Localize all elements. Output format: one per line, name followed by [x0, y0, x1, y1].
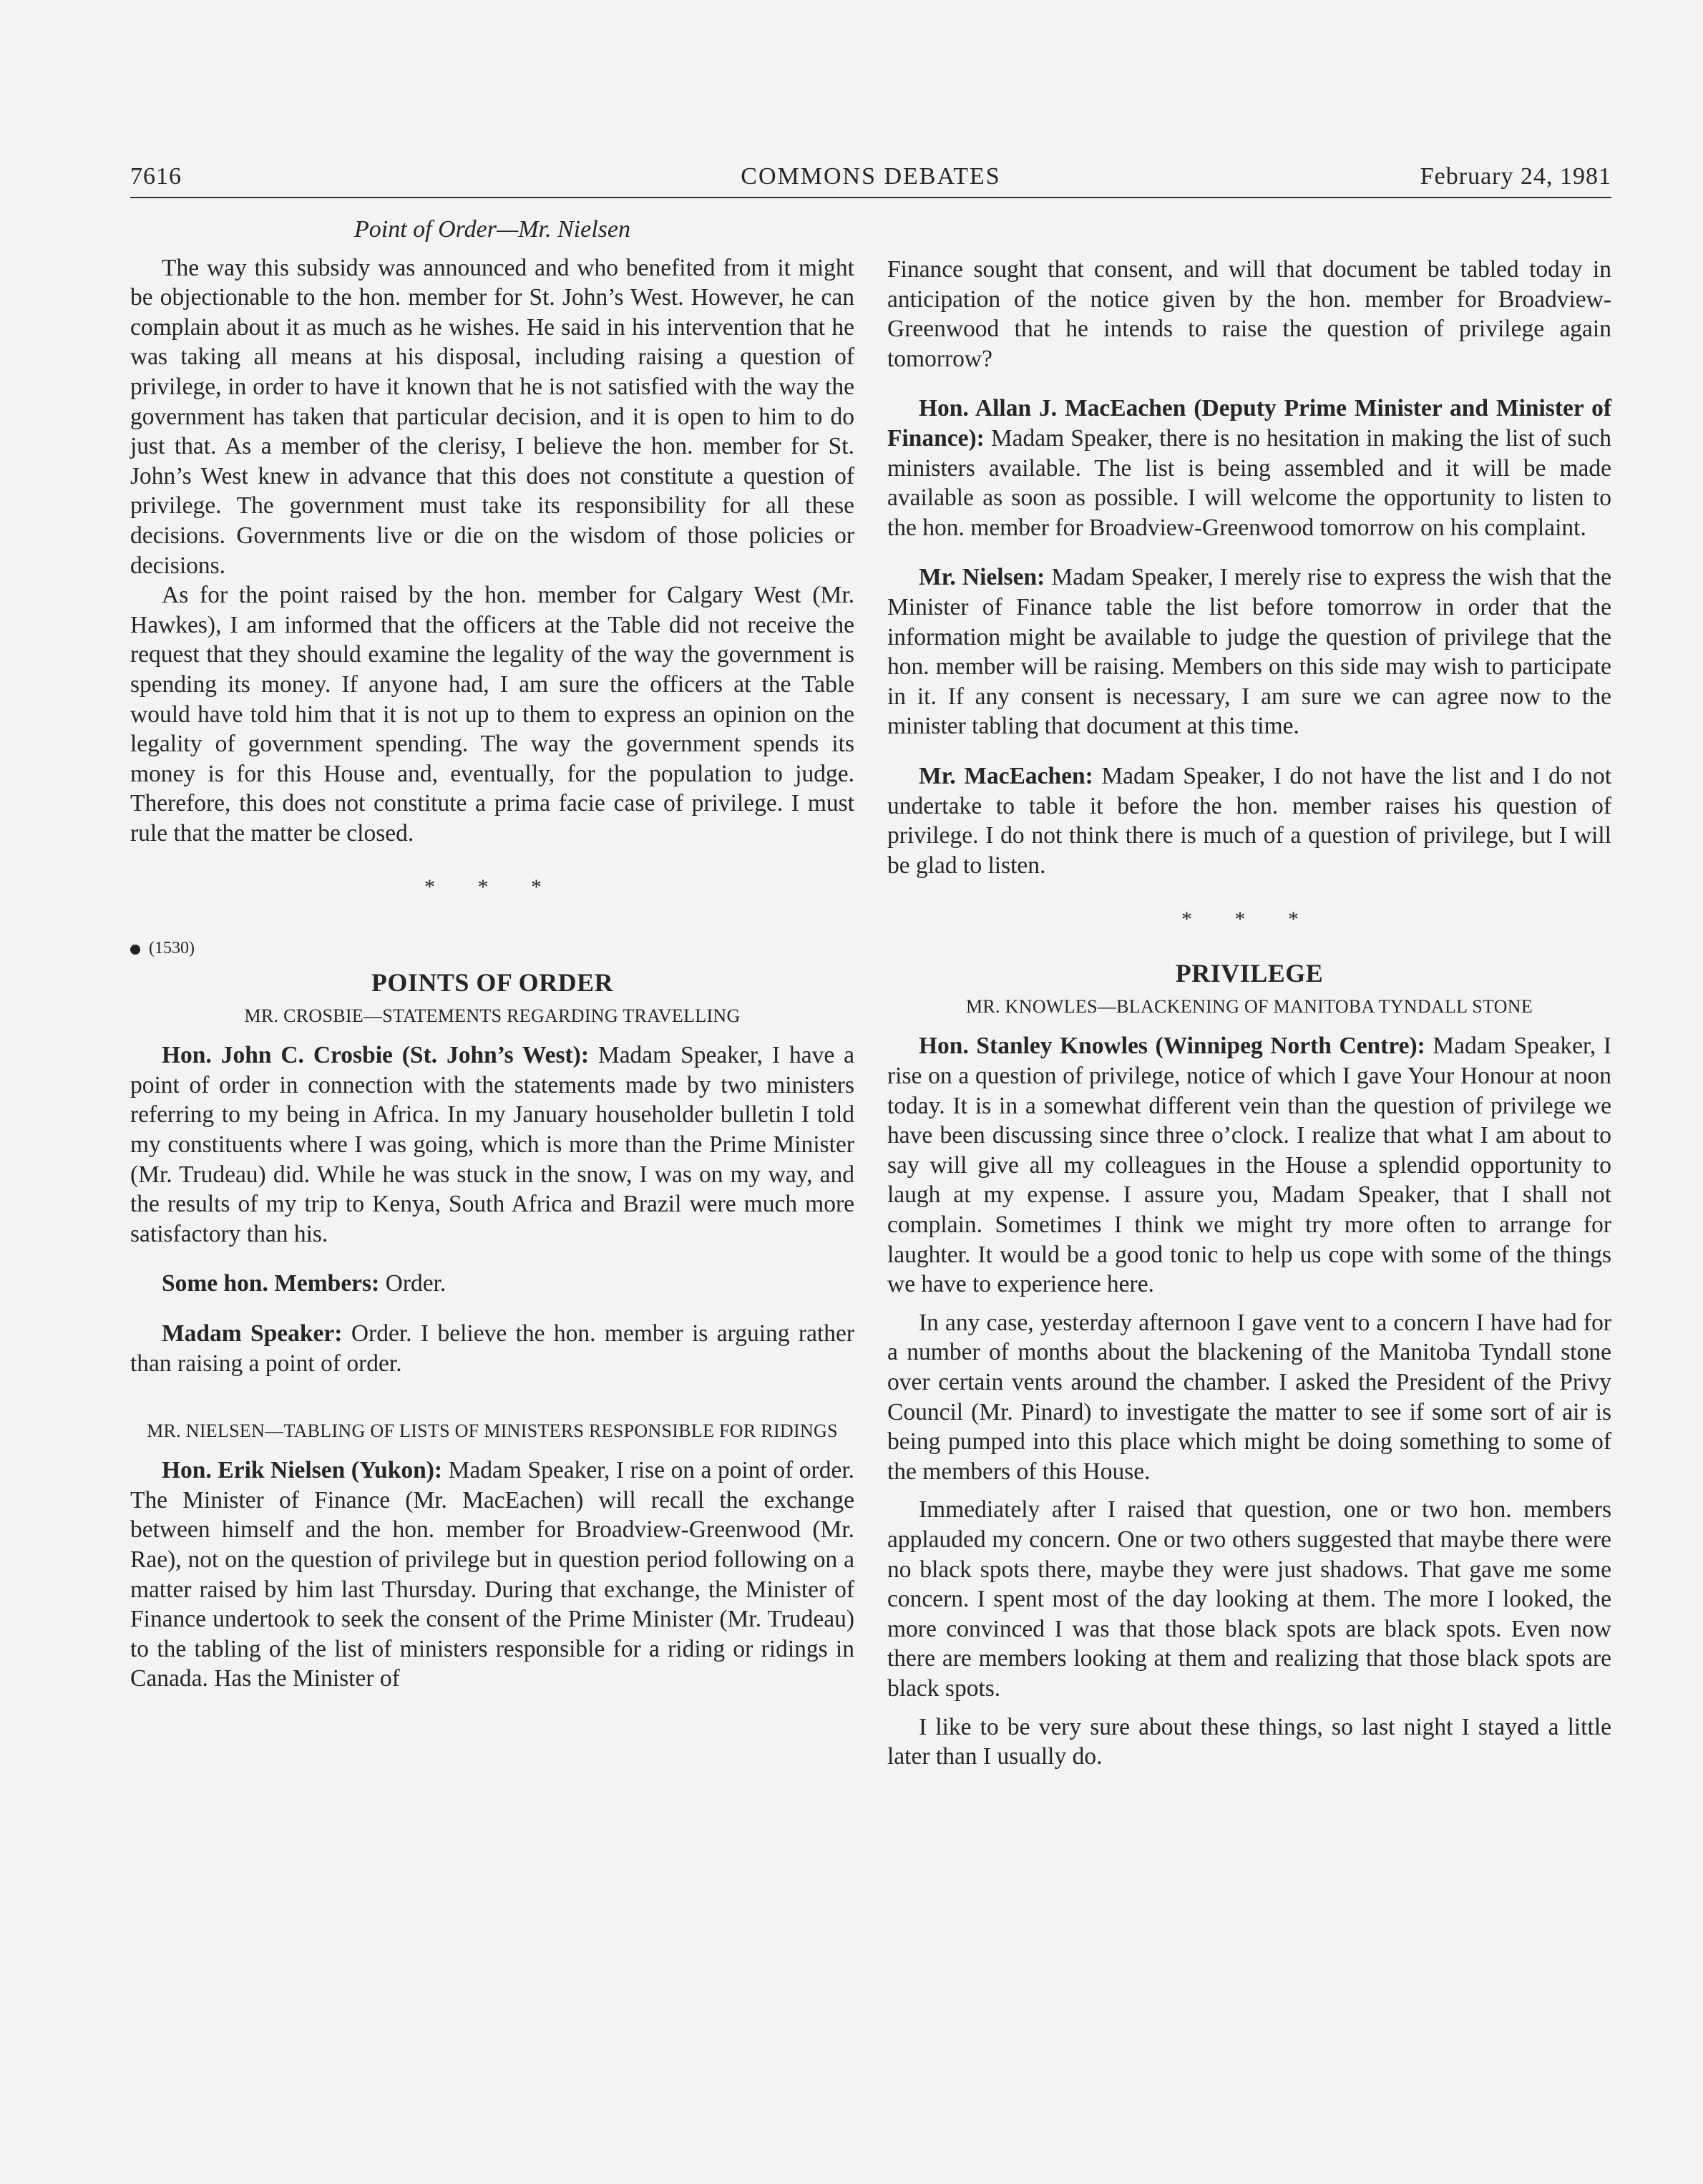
time-marker-text: (1530): [149, 939, 195, 958]
speech: [887, 1031, 1611, 1299]
speech: [130, 1269, 854, 1299]
speech-text: Madam Speaker, I merely rise to express the wish that the Minister of Finance table the list before tomorrow in order that the information might be available to judge the question of privilege that the hon. member will be raising. Members on this side may wish to participate in it. If any consent is necessary, I am sure we can agree now to the minister tabling that document at this time.: [887, 564, 1611, 740]
section-heading: POINTS OF ORDER: [371, 967, 614, 997]
paragraph: In any case, yesterday afternoon I gave vent to a concern I have had for a number of months about the blackening of the Manitoba Tyndall stone over certain vents around the chamber. I asked the President of the Privy Council (Mr. Pinard) to investigate the matter to see if some sort of air is being pumped into this place which might be doing something to some of the members of this House.: [887, 1309, 1611, 1485]
subheading: MR. NIELSEN—TABLING OF LISTS OF MINISTERS RESPONSIBLE FOR RIDINGS: [147, 1420, 838, 1442]
speech: [130, 1040, 854, 1249]
speaker-name: Some hon. Members:: [162, 1270, 380, 1297]
left-column: [130, 215, 854, 1694]
section-heading: PRIVILEGE: [1175, 958, 1324, 988]
speech-text: Madam Speaker, I do not have the list and I do not undertake to table it before the hon. member raises his question of privilege. I do not think there is much of a question of privilege, but I will be glad to listen.: [887, 762, 1612, 879]
subheading: MR. KNOWLES—BLACKENING OF MANITOBA TYNDALL STONE: [966, 996, 1533, 1018]
subheading: MR. CROSBIE—STATEMENTS REGARDING TRAVELLING: [244, 1005, 741, 1027]
speech: [130, 1456, 854, 1694]
bullet-icon: [130, 945, 140, 955]
section-separator: * * *: [1181, 907, 1317, 932]
paragraph: As for the point raised by the hon. member for Calgary West (Mr. Hawkes), I am informed that the officers at the Table did not receive the request that they should examine the legality of the way the government is spending its money. If anyone had, I am sure the officers at the Table would have told him that it is not up to them to express an opinion on the legality of government spending. The way the government spends its money is for this House and, eventually, for the population to judge. Therefore, this does not constitute a prima facie case of privilege. I must rule that the matter be closed.: [130, 582, 854, 847]
speech: [887, 562, 1611, 741]
speaker-name: Hon. Allan J. MacEachen (Deputy Prime Minister and Minister of Finance):: [887, 395, 1611, 452]
paragraph: Finance sought that consent, and will that document be tabled today in anticipation of the notice given by the hon. member for Broadview-Greenwood that he intends to raise the question of privilege again tomorrow?: [887, 256, 1611, 372]
speech: [887, 761, 1611, 880]
publication-title: COMMONS DEBATES: [741, 163, 1001, 190]
speech-text: Madam Speaker, I rise on a question of privilege, notice of which I gave Your Honour at noon today. It is in a somewhat different vein than the question of privilege we have been discussing since three o’clock. I realize that what I am about to say will give all my colleagues in the House a splendid opportunity to laugh at my expense. I assure you, Madam Speaker, that I shall not complain. Sometimes I think we might try more often to arrange for laughter. It would be a good tonic to help us cope with some of the things we have to experience here.: [887, 1033, 1611, 1298]
time-marker: [130, 934, 854, 964]
speech-text: Madam Speaker, I have a point of order in connection with the statements made by two ministers referring to my being in Africa. In my January householder bulletin I told my constituents where I was going, which is more than the Prime Minister (Mr. Trudeau) did. While he was stuck in the snow, I was on my way, and the results of my trip to Kenya, South Africa and Brazil were much more satisfactory than his.: [130, 1042, 854, 1247]
speech: [130, 1319, 854, 1378]
speech-text: Order.: [385, 1270, 447, 1297]
right-column: [887, 255, 1611, 1772]
publication-date: February 24, 1981: [1420, 163, 1611, 190]
speaker-name: Madam Speaker:: [162, 1320, 343, 1347]
page-header: [130, 163, 1611, 199]
speaker-name: Hon. Erik Nielsen (Yukon):: [162, 1457, 443, 1484]
speech: [887, 394, 1611, 542]
speaker-name: Hon. John C. Crosbie (St. John’s West):: [162, 1042, 589, 1069]
speaker-name: Mr. Nielsen:: [919, 564, 1045, 591]
section-separator: * * *: [424, 875, 560, 900]
header-rule: [130, 197, 1611, 198]
speaker-name: Hon. Stanley Knowles (Winnipeg North Centre):: [919, 1033, 1425, 1060]
paragraph: Immediately after I raised that question, one or two hon. members applauded my concern. One or two others suggested that maybe there were no black spots there, maybe they were just shadows. That gave me some concern. I spent most of the day looking at them. The more I looked, the more convinced I was that those black spots are black spots. Even now there are members looking at them and realizing that those black spots are black spots.: [887, 1496, 1611, 1702]
running-head: Point of Order—Mr. Nielsen: [354, 216, 630, 243]
paragraph: I like to be very sure about these things, so last night I stayed a little later than I usually do.: [887, 1713, 1611, 1770]
paragraph: The way this subsidy was announced and who benefited from it might be objectionable to the hon. member for St. John’s West. However, he can complain about it as much as he wishes. He said in his intervention that he was taking all means at his disposal, including raising a question of privilege, in order to have it known that he is not satisfied with the way the government has taken that particular decision, and it is open to him to do just that. As a member of the clerisy, I believe the hon. member for St. John’s West knew in advance that this does not constitute a question of privilege. The government must take its responsibility for all these decisions. Governments live or die on the wisdom of those policies or decisions.: [130, 254, 854, 579]
speaker-name: Mr. MacEachen:: [919, 762, 1093, 789]
page-number: 7616: [130, 163, 182, 190]
speech-text: Madam Speaker, I rise on a point of order. The Minister of Finance (Mr. MacEachen) will recall the exchange between himself and the hon. member for Broadview-Greenwood (Mr. Rae), not on the question of privilege but in question period following on a matter raised by him last Thursday. During that exchange, the Minister of Finance undertook to seek the consent of the Prime Minister (Mr. Trudeau) to the tabling of the list of ministers responsible for a riding or ridings in Canada. Has the Minister of: [130, 1457, 855, 1692]
speech-text: Order. I believe the hon. member is arguing rather than raising a point of order.: [130, 1320, 855, 1377]
speech-text: Madam Speaker, there is no hesitation in making the list of such ministers available. The list is being assembled and it will be made available as soon as possible. I will welcome the opportunity to listen to the hon. member for Broadview-Greenwood tomorrow on his complaint.: [887, 424, 1612, 541]
